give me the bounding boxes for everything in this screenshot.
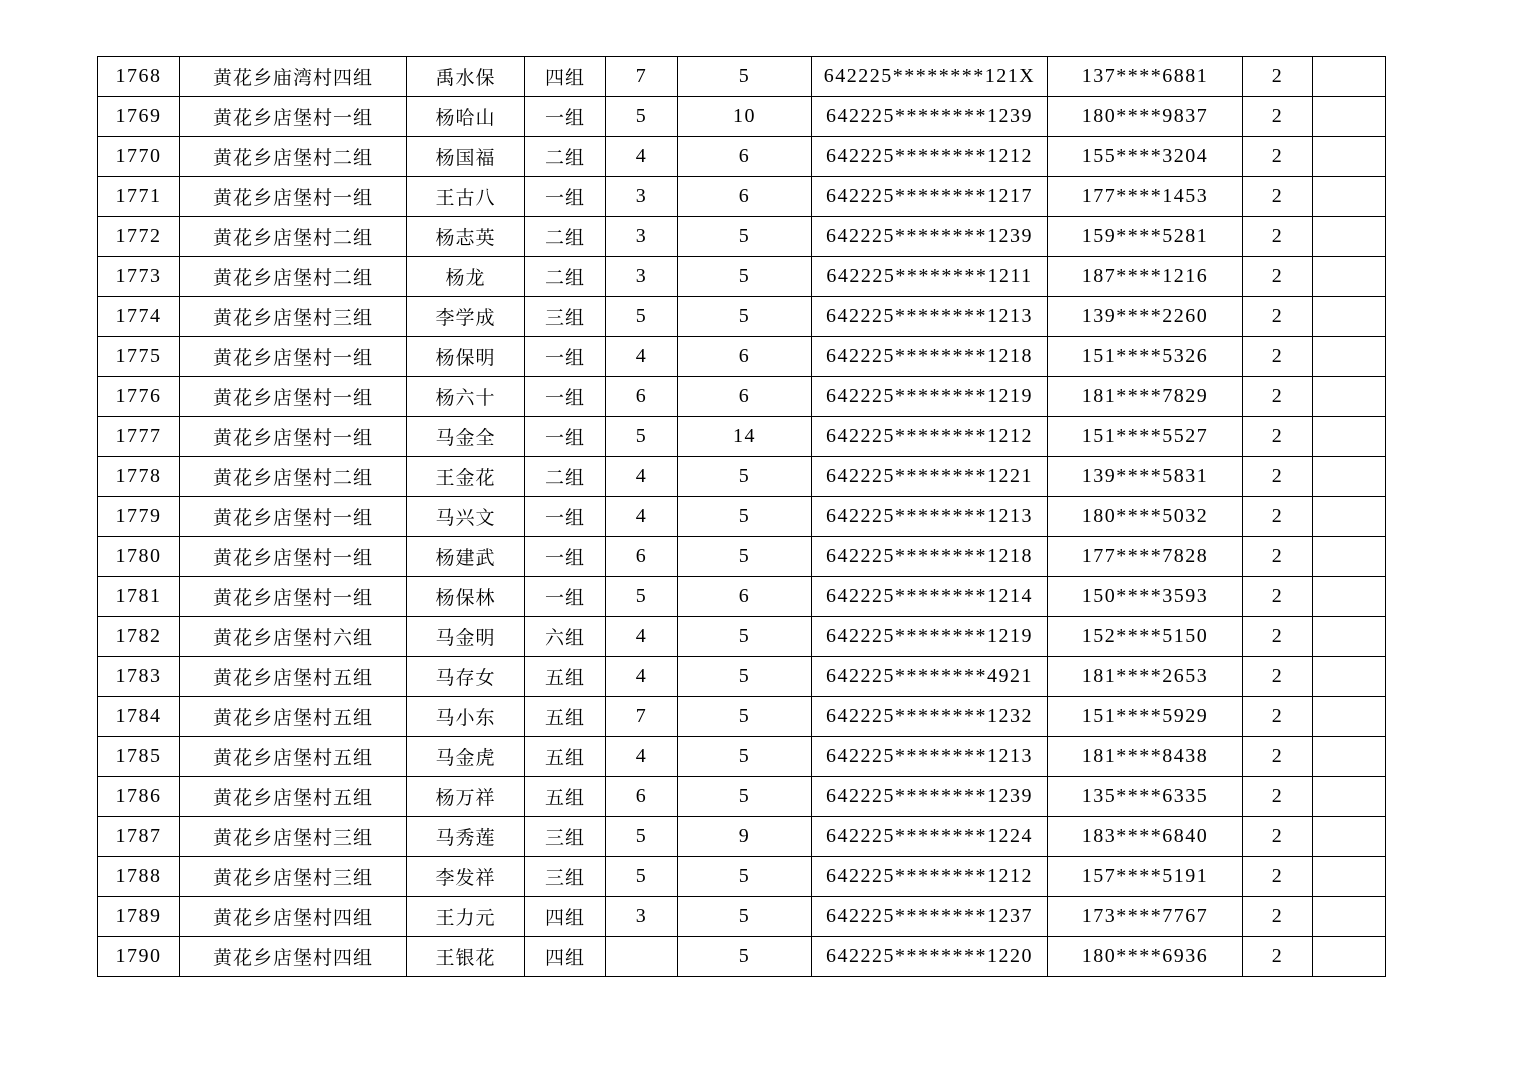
cell-phone: 180****6936 xyxy=(1048,937,1243,977)
cell-id-number: 642225********1239 xyxy=(812,97,1048,137)
cell-id-number: 642225********1211 xyxy=(812,257,1048,297)
cell-group: 二组 xyxy=(525,137,606,177)
cell-phone: 150****3593 xyxy=(1048,577,1243,617)
cell-serial-number: 1777 xyxy=(98,417,180,457)
cell-name: 李发祥 xyxy=(407,857,525,897)
cell-group: 一组 xyxy=(525,177,606,217)
cell-id-number: 642225********1214 xyxy=(812,577,1048,617)
cell-address: 黄花乡店堡村三组 xyxy=(180,297,407,337)
cell-group: 一组 xyxy=(525,377,606,417)
cell-count-a: 7 xyxy=(606,57,678,97)
cell-id-number: 642225********1213 xyxy=(812,297,1048,337)
cell-name: 禹水保 xyxy=(407,57,525,97)
cell-phone: 135****6335 xyxy=(1048,777,1243,817)
cell-count-b: 5 xyxy=(678,457,812,497)
cell-address: 黄花乡店堡村一组 xyxy=(180,537,407,577)
cell-serial-number: 1780 xyxy=(98,537,180,577)
cell-name: 李学成 xyxy=(407,297,525,337)
cell-name: 杨龙 xyxy=(407,257,525,297)
cell-count-b: 5 xyxy=(678,777,812,817)
cell-count-a: 4 xyxy=(606,737,678,777)
cell-remark xyxy=(1313,177,1386,217)
cell-count-c: 2 xyxy=(1243,257,1313,297)
cell-count-b: 6 xyxy=(678,377,812,417)
cell-group: 三组 xyxy=(525,297,606,337)
cell-count-b: 5 xyxy=(678,737,812,777)
cell-phone: 152****5150 xyxy=(1048,617,1243,657)
cell-count-c: 2 xyxy=(1243,697,1313,737)
cell-name: 王金花 xyxy=(407,457,525,497)
cell-count-a: 3 xyxy=(606,897,678,937)
cell-count-c: 2 xyxy=(1243,937,1313,977)
cell-count-c: 2 xyxy=(1243,177,1313,217)
cell-id-number: 642225********1218 xyxy=(812,337,1048,377)
table-row xyxy=(98,417,1386,457)
cell-id-number: 642225********1212 xyxy=(812,137,1048,177)
cell-id-number: 642225********1239 xyxy=(812,777,1048,817)
cell-group: 一组 xyxy=(525,497,606,537)
cell-id-number: 642225********1219 xyxy=(812,377,1048,417)
cell-address: 黄花乡店堡村一组 xyxy=(180,417,407,457)
cell-id-number: 642225********4921 xyxy=(812,657,1048,697)
table-row xyxy=(98,497,1386,537)
cell-count-b: 5 xyxy=(678,857,812,897)
cell-remark xyxy=(1313,377,1386,417)
table-row xyxy=(98,577,1386,617)
cell-name: 马金明 xyxy=(407,617,525,657)
cell-group: 四组 xyxy=(525,937,606,977)
cell-group: 六组 xyxy=(525,617,606,657)
cell-phone: 139****5831 xyxy=(1048,457,1243,497)
cell-count-a: 7 xyxy=(606,697,678,737)
cell-phone: 139****2260 xyxy=(1048,297,1243,337)
cell-count-a: 4 xyxy=(606,337,678,377)
cell-count-c: 2 xyxy=(1243,137,1313,177)
cell-id-number: 642225********1239 xyxy=(812,217,1048,257)
cell-count-c: 2 xyxy=(1243,297,1313,337)
cell-id-number: 642225********1218 xyxy=(812,537,1048,577)
cell-name: 杨万祥 xyxy=(407,777,525,817)
cell-count-c: 2 xyxy=(1243,497,1313,537)
cell-count-b: 6 xyxy=(678,137,812,177)
cell-address: 黄花乡店堡村二组 xyxy=(180,137,407,177)
cell-id-number: 642225********1224 xyxy=(812,817,1048,857)
cell-remark xyxy=(1313,817,1386,857)
table-row xyxy=(98,137,1386,177)
cell-remark xyxy=(1313,857,1386,897)
cell-id-number: 642225********1212 xyxy=(812,417,1048,457)
cell-count-b: 5 xyxy=(678,697,812,737)
cell-count-c: 2 xyxy=(1243,817,1313,857)
cell-address: 黄花乡庙湾村四组 xyxy=(180,57,407,97)
cell-id-number: 642225********1213 xyxy=(812,737,1048,777)
cell-address: 黄花乡店堡村三组 xyxy=(180,817,407,857)
table-row xyxy=(98,657,1386,697)
cell-group: 一组 xyxy=(525,417,606,457)
cell-count-b: 5 xyxy=(678,217,812,257)
cell-name: 杨哈山 xyxy=(407,97,525,137)
cell-count-c: 2 xyxy=(1243,97,1313,137)
cell-id-number: 642225********1237 xyxy=(812,897,1048,937)
cell-address: 黄花乡店堡村四组 xyxy=(180,937,407,977)
cell-count-a: 5 xyxy=(606,817,678,857)
cell-serial-number: 1774 xyxy=(98,297,180,337)
table-row xyxy=(98,297,1386,337)
cell-count-b: 6 xyxy=(678,577,812,617)
table-row xyxy=(98,737,1386,777)
cell-remark xyxy=(1313,417,1386,457)
cell-serial-number: 1786 xyxy=(98,777,180,817)
cell-group: 五组 xyxy=(525,697,606,737)
cell-name: 马兴文 xyxy=(407,497,525,537)
cell-group: 一组 xyxy=(525,97,606,137)
cell-remark xyxy=(1313,617,1386,657)
cell-count-a: 4 xyxy=(606,497,678,537)
cell-remark xyxy=(1313,497,1386,537)
cell-serial-number: 1781 xyxy=(98,577,180,617)
cell-remark xyxy=(1313,577,1386,617)
cell-group: 五组 xyxy=(525,737,606,777)
cell-count-b: 5 xyxy=(678,897,812,937)
table-row xyxy=(98,177,1386,217)
cell-name: 杨保明 xyxy=(407,337,525,377)
cell-name: 马金全 xyxy=(407,417,525,457)
cell-id-number: 642225********1219 xyxy=(812,617,1048,657)
cell-group: 一组 xyxy=(525,577,606,617)
cell-name: 杨志英 xyxy=(407,217,525,257)
cell-count-c: 2 xyxy=(1243,577,1313,617)
cell-count-a xyxy=(606,937,678,977)
cell-serial-number: 1775 xyxy=(98,337,180,377)
cell-count-b: 5 xyxy=(678,57,812,97)
cell-serial-number: 1787 xyxy=(98,817,180,857)
cell-count-b: 5 xyxy=(678,937,812,977)
cell-name: 马秀莲 xyxy=(407,817,525,857)
table-row xyxy=(98,817,1386,857)
cell-remark xyxy=(1313,137,1386,177)
table-body xyxy=(98,57,1386,977)
cell-group: 二组 xyxy=(525,217,606,257)
cell-remark xyxy=(1313,457,1386,497)
cell-count-a: 6 xyxy=(606,777,678,817)
cell-count-a: 5 xyxy=(606,857,678,897)
cell-name: 杨国福 xyxy=(407,137,525,177)
cell-remark xyxy=(1313,537,1386,577)
cell-count-c: 2 xyxy=(1243,417,1313,457)
cell-phone: 180****5032 xyxy=(1048,497,1243,537)
cell-serial-number: 1784 xyxy=(98,697,180,737)
cell-name: 杨保林 xyxy=(407,577,525,617)
cell-serial-number: 1778 xyxy=(98,457,180,497)
cell-phone: 181****8438 xyxy=(1048,737,1243,777)
cell-count-c: 2 xyxy=(1243,897,1313,937)
cell-address: 黄花乡店堡村二组 xyxy=(180,217,407,257)
cell-name: 马金虎 xyxy=(407,737,525,777)
table-row xyxy=(98,537,1386,577)
table-row xyxy=(98,217,1386,257)
cell-address: 黄花乡店堡村一组 xyxy=(180,337,407,377)
table-row xyxy=(98,617,1386,657)
cell-group: 三组 xyxy=(525,817,606,857)
cell-phone: 151****5326 xyxy=(1048,337,1243,377)
cell-count-c: 2 xyxy=(1243,337,1313,377)
cell-count-a: 3 xyxy=(606,217,678,257)
cell-address: 黄花乡店堡村五组 xyxy=(180,777,407,817)
cell-serial-number: 1776 xyxy=(98,377,180,417)
cell-group: 三组 xyxy=(525,857,606,897)
cell-count-b: 5 xyxy=(678,617,812,657)
table-row xyxy=(98,897,1386,937)
cell-count-c: 2 xyxy=(1243,377,1313,417)
cell-count-c: 2 xyxy=(1243,537,1313,577)
cell-count-b: 6 xyxy=(678,177,812,217)
cell-group: 一组 xyxy=(525,337,606,377)
cell-address: 黄花乡店堡村六组 xyxy=(180,617,407,657)
cell-phone: 183****6840 xyxy=(1048,817,1243,857)
cell-address: 黄花乡店堡村五组 xyxy=(180,737,407,777)
cell-phone: 159****5281 xyxy=(1048,217,1243,257)
cell-group: 五组 xyxy=(525,657,606,697)
cell-count-a: 4 xyxy=(606,657,678,697)
cell-address: 黄花乡店堡村四组 xyxy=(180,897,407,937)
cell-address: 黄花乡店堡村五组 xyxy=(180,657,407,697)
cell-remark xyxy=(1313,337,1386,377)
cell-serial-number: 1788 xyxy=(98,857,180,897)
cell-group: 四组 xyxy=(525,57,606,97)
cell-remark xyxy=(1313,257,1386,297)
cell-id-number: 642225********1220 xyxy=(812,937,1048,977)
cell-phone: 181****2653 xyxy=(1048,657,1243,697)
cell-count-a: 4 xyxy=(606,137,678,177)
cell-address: 黄花乡店堡村一组 xyxy=(180,577,407,617)
cell-count-c: 2 xyxy=(1243,657,1313,697)
cell-count-b: 9 xyxy=(678,817,812,857)
cell-serial-number: 1773 xyxy=(98,257,180,297)
cell-serial-number: 1779 xyxy=(98,497,180,537)
cell-remark xyxy=(1313,937,1386,977)
cell-address: 黄花乡店堡村一组 xyxy=(180,177,407,217)
cell-name: 王古八 xyxy=(407,177,525,217)
cell-phone: 173****7767 xyxy=(1048,897,1243,937)
cell-count-a: 5 xyxy=(606,577,678,617)
cell-group: 五组 xyxy=(525,777,606,817)
cell-id-number: 642225********121X xyxy=(812,57,1048,97)
cell-group: 二组 xyxy=(525,257,606,297)
table-row xyxy=(98,57,1386,97)
table-row xyxy=(98,377,1386,417)
cell-remark xyxy=(1313,897,1386,937)
cell-count-b: 5 xyxy=(678,657,812,697)
cell-count-b: 5 xyxy=(678,297,812,337)
cell-id-number: 642225********1221 xyxy=(812,457,1048,497)
cell-count-c: 2 xyxy=(1243,617,1313,657)
cell-count-b: 10 xyxy=(678,97,812,137)
cell-phone: 151****5929 xyxy=(1048,697,1243,737)
cell-name: 杨六十 xyxy=(407,377,525,417)
cell-count-a: 3 xyxy=(606,257,678,297)
cell-count-a: 4 xyxy=(606,457,678,497)
cell-serial-number: 1785 xyxy=(98,737,180,777)
cell-remark xyxy=(1313,777,1386,817)
cell-count-b: 6 xyxy=(678,337,812,377)
cell-phone: 151****5527 xyxy=(1048,417,1243,457)
data-table xyxy=(97,56,1386,977)
table-row xyxy=(98,97,1386,137)
cell-name: 王银花 xyxy=(407,937,525,977)
cell-phone: 137****6881 xyxy=(1048,57,1243,97)
cell-count-c: 2 xyxy=(1243,217,1313,257)
cell-count-a: 5 xyxy=(606,297,678,337)
cell-id-number: 642225********1217 xyxy=(812,177,1048,217)
cell-address: 黄花乡店堡村二组 xyxy=(180,457,407,497)
cell-count-c: 2 xyxy=(1243,457,1313,497)
cell-remark xyxy=(1313,737,1386,777)
cell-group: 一组 xyxy=(525,537,606,577)
cell-id-number: 642225********1232 xyxy=(812,697,1048,737)
cell-address: 黄花乡店堡村三组 xyxy=(180,857,407,897)
cell-remark xyxy=(1313,657,1386,697)
cell-name: 杨建武 xyxy=(407,537,525,577)
cell-name: 马存女 xyxy=(407,657,525,697)
cell-serial-number: 1769 xyxy=(98,97,180,137)
cell-count-a: 6 xyxy=(606,537,678,577)
cell-serial-number: 1790 xyxy=(98,937,180,977)
cell-id-number: 642225********1212 xyxy=(812,857,1048,897)
table-row xyxy=(98,697,1386,737)
cell-count-a: 3 xyxy=(606,177,678,217)
cell-remark xyxy=(1313,217,1386,257)
cell-count-c: 2 xyxy=(1243,777,1313,817)
cell-phone: 177****1453 xyxy=(1048,177,1243,217)
cell-count-a: 4 xyxy=(606,617,678,657)
cell-serial-number: 1783 xyxy=(98,657,180,697)
cell-address: 黄花乡店堡村一组 xyxy=(180,97,407,137)
cell-phone: 181****7829 xyxy=(1048,377,1243,417)
cell-serial-number: 1771 xyxy=(98,177,180,217)
cell-count-c: 2 xyxy=(1243,737,1313,777)
cell-address: 黄花乡店堡村一组 xyxy=(180,377,407,417)
table-row xyxy=(98,937,1386,977)
cell-count-c: 2 xyxy=(1243,57,1313,97)
cell-serial-number: 1768 xyxy=(98,57,180,97)
cell-group: 二组 xyxy=(525,457,606,497)
cell-count-a: 5 xyxy=(606,97,678,137)
cell-name: 王力元 xyxy=(407,897,525,937)
table-row xyxy=(98,777,1386,817)
cell-serial-number: 1770 xyxy=(98,137,180,177)
cell-count-b: 5 xyxy=(678,497,812,537)
cell-count-b: 5 xyxy=(678,257,812,297)
table-row xyxy=(98,857,1386,897)
cell-serial-number: 1782 xyxy=(98,617,180,657)
cell-remark xyxy=(1313,97,1386,137)
cell-count-a: 6 xyxy=(606,377,678,417)
table-row xyxy=(98,457,1386,497)
cell-remark xyxy=(1313,697,1386,737)
cell-phone: 155****3204 xyxy=(1048,137,1243,177)
cell-phone: 180****9837 xyxy=(1048,97,1243,137)
cell-address: 黄花乡店堡村五组 xyxy=(180,697,407,737)
cell-count-b: 14 xyxy=(678,417,812,457)
cell-id-number: 642225********1213 xyxy=(812,497,1048,537)
cell-name: 马小东 xyxy=(407,697,525,737)
cell-group: 四组 xyxy=(525,897,606,937)
cell-phone: 177****7828 xyxy=(1048,537,1243,577)
table-row xyxy=(98,337,1386,377)
cell-address: 黄花乡店堡村一组 xyxy=(180,497,407,537)
table-row xyxy=(98,257,1386,297)
cell-count-c: 2 xyxy=(1243,857,1313,897)
cell-serial-number: 1789 xyxy=(98,897,180,937)
cell-address: 黄花乡店堡村二组 xyxy=(180,257,407,297)
cell-remark xyxy=(1313,297,1386,337)
cell-count-b: 5 xyxy=(678,537,812,577)
cell-count-a: 5 xyxy=(606,417,678,457)
cell-remark xyxy=(1313,57,1386,97)
cell-phone: 157****5191 xyxy=(1048,857,1243,897)
cell-serial-number: 1772 xyxy=(98,217,180,257)
cell-phone: 187****1216 xyxy=(1048,257,1243,297)
